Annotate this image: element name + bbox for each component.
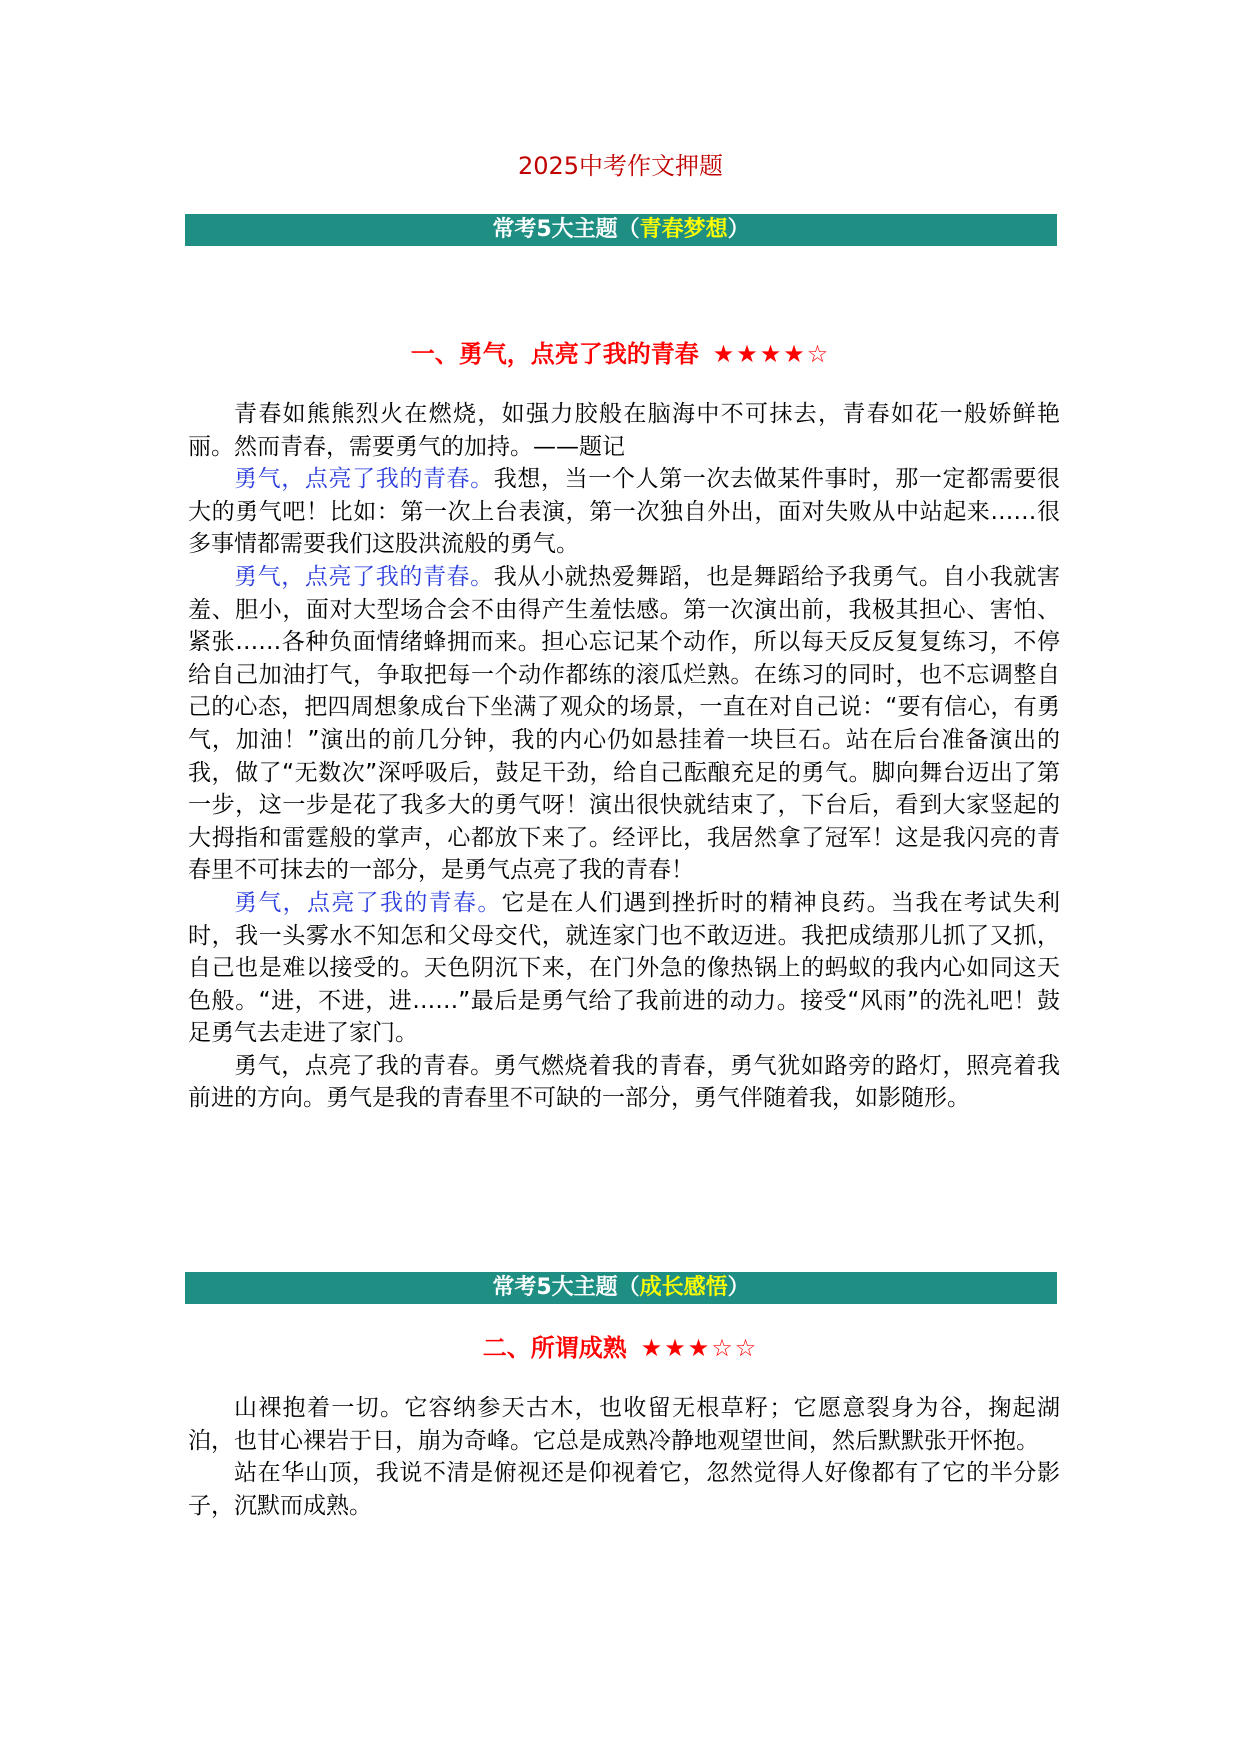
star-rating: ★★★☆☆ <box>640 1334 759 1362</box>
banner-prefix: 常考5大主题（ <box>492 217 640 242</box>
theme-banner-growth <box>185 1272 1057 1304</box>
paragraph-text: 我想，当一个人第一次去做某件事时，那一定都需要很大的勇气吧！比如：第一次上台表演，第一次独自外出，面对失败从中站起来……很多事情都需要我们这股洪流般的勇气。 <box>188 466 1061 558</box>
theme-banner-youth-dreams <box>185 214 1057 246</box>
section-title-courage <box>0 336 1241 372</box>
star-rating: ★★★★☆ <box>712 340 831 368</box>
essay-paragraph <box>188 561 1060 887</box>
essay-paragraph <box>188 887 1060 1050</box>
paragraph-text: 青春如熊熊烈火在燃烧，如强力胶般在脑海中不可抹去，青春如花一般娇鲜艳丽。然而青春，需要勇气的加持。——题记 <box>188 401 1060 460</box>
paragraph-lead: 勇气，点亮了我的青春。 <box>234 466 494 493</box>
essay-paragraph <box>188 398 1060 463</box>
banner-topic: 成长感悟 <box>639 1275 728 1300</box>
essay-paragraph <box>188 463 1060 561</box>
paragraph-lead: 勇气，点亮了我的青春。 <box>234 563 494 590</box>
essay-body-maturity <box>188 1392 1060 1522</box>
section-title-text: 二、所谓成熟 <box>482 1334 627 1362</box>
paragraph-text: 勇气，点亮了我的青春。勇气燃烧着我的青春，勇气犹如路旁的路灯，照亮着我前进的方向。勇气是我的青春里不可缺的一部分，勇气伴随着我，如影随形。 <box>188 1052 1060 1112</box>
essay-paragraph <box>188 1392 1060 1457</box>
paragraph-lead: 勇气，点亮了我的青春。 <box>234 889 502 916</box>
section-title-maturity <box>0 1330 1241 1366</box>
banner-topic: 青春梦想 <box>639 217 728 242</box>
paragraph-text: 它是在人们遇到挫折时的精神良药。当我在考试失利时，我一头雾水不知怎和父母交代，就连家门也不敢迈进。我把成绩那儿抓了又抓，自己也是难以接受的。天色阴沉下来，在门外急的像热锅上的蚂蚁的我内心如同这天色般。“进，不进，进……”最后是勇气给了我前进的动力。接受“风雨”的洗礼吧！鼓足勇气去走进了家门。 <box>188 889 1061 1047</box>
paragraph-text: 站在华山顶，我说不清是俯视还是仰视着它，忽然觉得人好像都有了它的半分影子，沉默而成熟。 <box>188 1460 1060 1519</box>
document-title: 2025中考作文押题 <box>517 152 724 180</box>
banner-prefix: 常考5大主题（ <box>492 1275 640 1300</box>
banner-suffix: ） <box>727 1275 750 1300</box>
paragraph-text: 山裸抱着一切。它容纳参天古木，也收留无根草籽；它愿意裂身为谷，掬起湖泊，也甘心裸岩于日，崩为奇峰。它总是成熟冷静地观望世间，然后默默张开怀抱。 <box>188 1395 1060 1454</box>
paragraph-text: 我从小就热爱舞蹈，也是舞蹈给予我勇气。自小我就害羞、胆小，面对大型场合会不由得产生羞怯感。第一次演出前，我极其担心、害怕、紧张……各种负面情绪蜂拥而来。担心忘记某个动作，所以每天反反复复练习，不停给自己加油打气，争取把每一个动作都练的滚瓜烂熟。在练习的同时，也不忘调整自己的心态，把四周想象成台下坐满了观众的场景，一直在对自己说：“要有信心，有勇气，加油！”演出的前几分钟，我的内心仍如悬挂着一块巨石。站在后台准备演出的我，做了“无数次”深呼吸后，鼓足干劲，给自己酝酿充足的勇气。脚向舞台迈出了第一步，这一步是花了我多大的勇气呀！演出很快就结束了，下台后，看到大家竖起的大拇指和雷霆般的掌声，心都放下来了。经评比，我居然拿了冠军！这是我闪亮的青春里不可抹去的一部分，是勇气点亮了我的青春！ <box>188 563 1061 884</box>
section-title-text: 一、勇气，点亮了我的青春 <box>410 340 699 368</box>
banner-suffix: ） <box>727 217 750 242</box>
essay-paragraph <box>188 1050 1060 1115</box>
essay-body-courage <box>188 398 1060 1115</box>
essay-paragraph <box>188 1457 1060 1522</box>
